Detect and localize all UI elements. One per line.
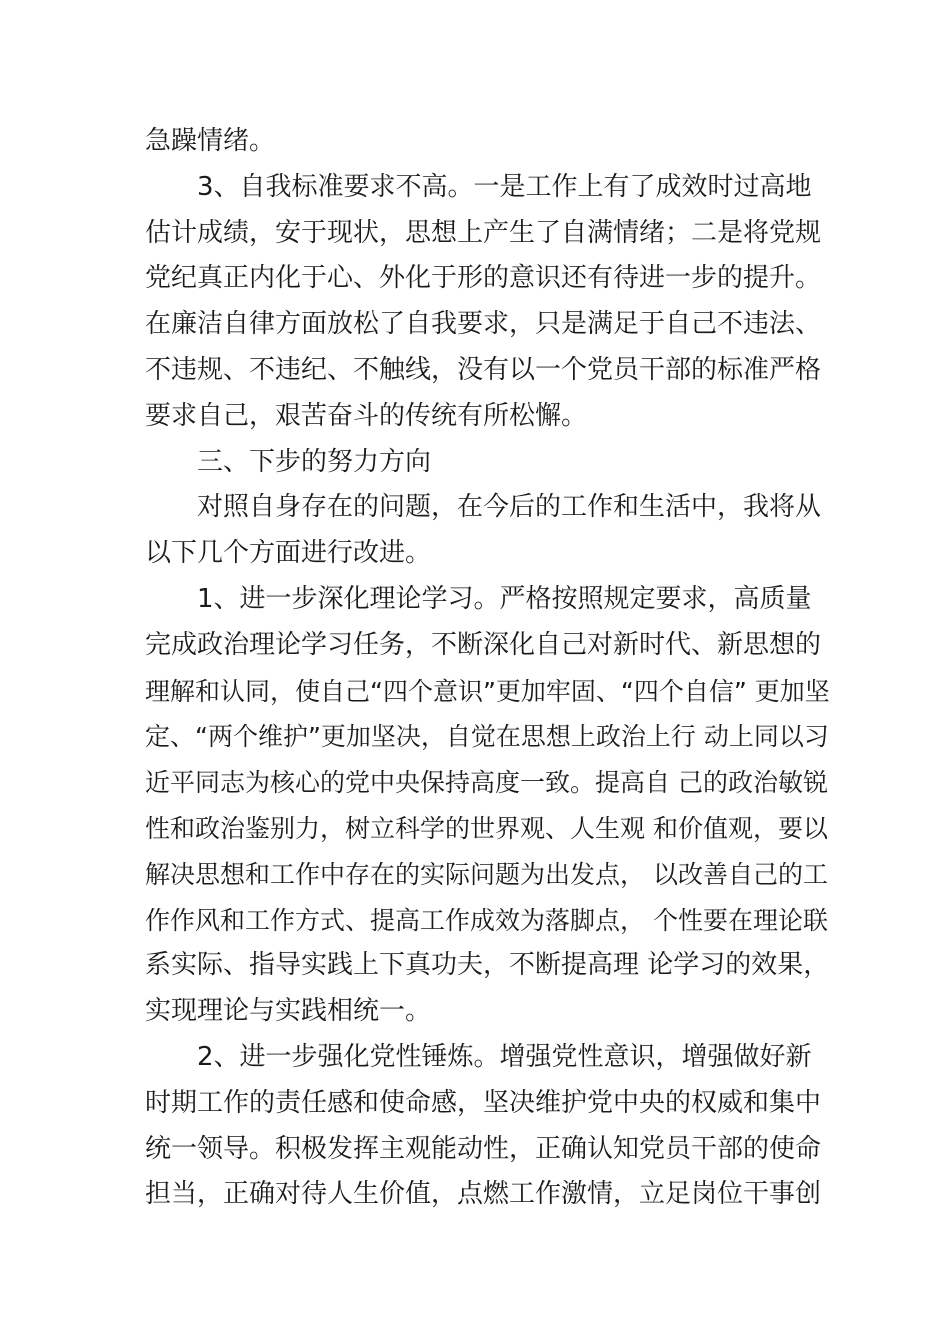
text-line: 1、进一步深化理论学习。严格按照规定要求，高质量 <box>197 583 812 614</box>
text-line: 以下几个方面进行改进。 <box>145 538 432 569</box>
text-line: 作作风和工作方式、提高工作成效为落脚点， 个性要在理论联 <box>145 905 828 935</box>
text-line: 系实际、指导实践上下真功夫，不断提高理 论学习的效果， <box>145 950 830 981</box>
text-line: 估计成绩，安于现状，思想上产生了自满情绪；二是将党规 <box>145 217 822 248</box>
text-line: 时期工作的责任感和使命感，坚决维护党中央的权威和集中 <box>145 1087 822 1118</box>
text-line: 3、自我标准要求不高。一是工作上有了成效时过高地 <box>197 171 812 202</box>
text-line: 对照自身存在的问题，在今后的工作和生活中，我将从 <box>197 492 822 523</box>
text-line: 在廉洁自律方面放松了自我要求，只是满足于自己不违法、 <box>145 309 822 340</box>
text-line: 性和政治鉴别力，树立科学的世界观、人生观 和价值观，要以 <box>145 813 828 843</box>
body-text <box>145 119 835 1218</box>
text-line: 要求自己，艰苦奋斗的传统有所松懈。 <box>145 400 588 431</box>
text-line: 党纪真正内化于心、外化于形的意识还有待进一步的提升。 <box>145 263 822 294</box>
text-line: 解决思想和工作中存在的实际问题为出发点， 以改善自己的工 <box>145 859 828 889</box>
text-line: 近平同志为核心的党中央保持高度一致。提高自 己的政治敏锐 <box>145 768 828 798</box>
text-line: 2、进一步强化党性锤炼。增强党性意识，增强做好新 <box>197 1041 812 1072</box>
text-line: 三、下步的努力方向 <box>197 446 432 477</box>
text-line: 实现理论与实践相统一。 <box>145 996 432 1027</box>
text-line: 担当，正确对待人生价值，点燃工作激情，立足岗位干事创 <box>145 1179 822 1210</box>
text-line: 完成政治理论学习任务，不断深化自己对新时代、新思想的 <box>145 629 822 660</box>
text-line: 定、“两个维护”更加坚决，自觉在思想上政治上行 动上同以习 <box>145 722 829 752</box>
text-line: 急躁情绪。 <box>145 126 276 156</box>
text-line: 理解和认同，使自己“四个意识”更加牢固、“四个自信” 更加坚 <box>145 676 830 706</box>
text-line: 不违规、不违纪、不触线，没有以一个党员干部的标准严格 <box>145 354 822 385</box>
text-line: 统一领导。积极发挥主观能动性，正确认知党员干部的使命 <box>145 1133 822 1164</box>
